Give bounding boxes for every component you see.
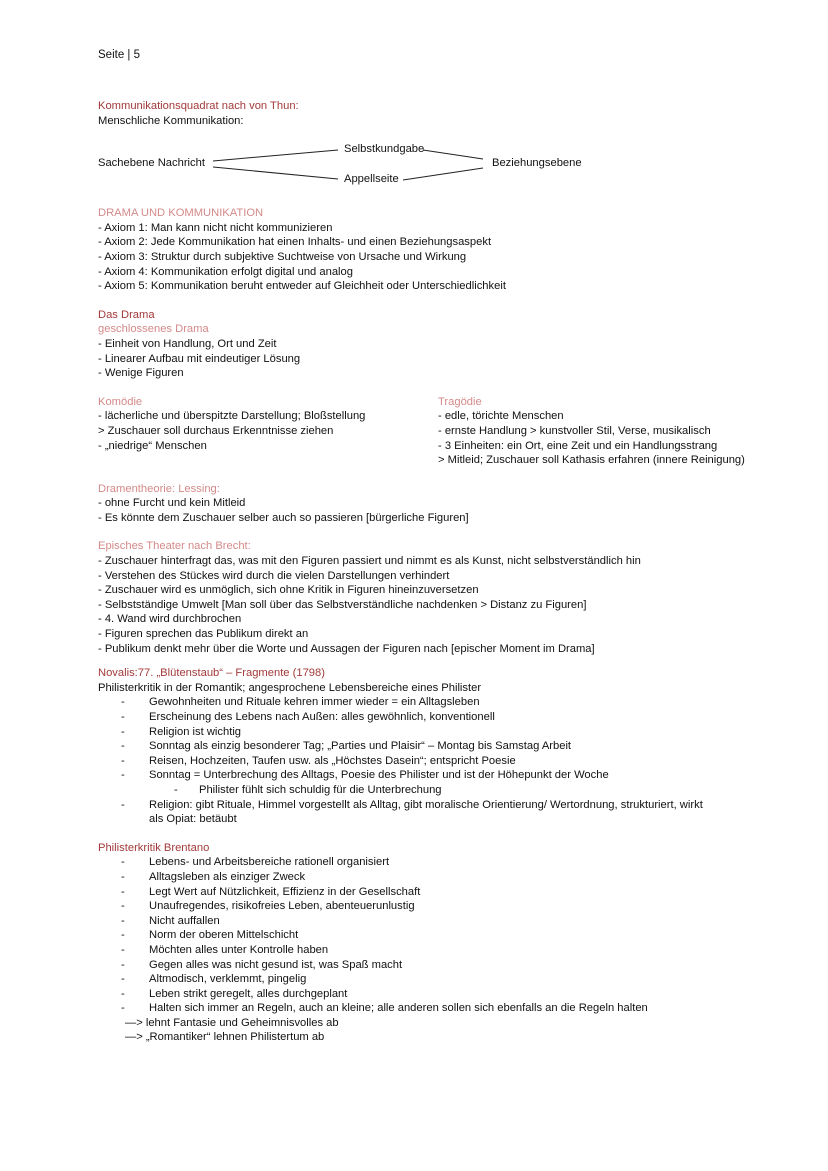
list-item: - Wenige Figuren — [98, 367, 184, 380]
section-subtitle: Menschliche Kommunikation: — [98, 114, 244, 127]
section-title-novalis: Novalis:77. „Blütenstaub“ – Fragmente (1798) — [98, 667, 325, 680]
list-item: - Möchten alles unter Kontrolle haben — [121, 943, 329, 956]
list-item: - Altmodisch, verklemmt, pingelig — [121, 973, 307, 986]
axiom-item: - Axiom 5: Kommunikation beruht entweder auf Gleichheit oder Unterschiedlichkeit — [98, 280, 506, 293]
list-item: - Figuren sprechen das Publikum direkt an — [98, 628, 309, 641]
list-item: - ernste Handlung > kunstvoller Stil, Verse, musikalisch — [438, 424, 711, 437]
list-item: - Zuschauer wird es unmöglich, sich ohne Kritik in Figuren hineinzuversetzen — [98, 584, 479, 597]
section-title-brecht: Episches Theater nach Brecht: — [98, 540, 251, 553]
list-item: - Norm der oberen Mittelschicht — [121, 929, 299, 942]
list-item: - Religion ist wichtig — [121, 725, 242, 738]
list-item: - Reisen, Hochzeiten, Taufen usw. als „Höchstes Dasein“; entspricht Poesie — [121, 754, 516, 767]
novalis-list — [98, 695, 738, 783]
section-subtitle-geschlossenes-drama: geschlossenes Drama — [98, 323, 209, 336]
section-title-kommunikationsquadrat: Kommunikationsquadrat nach von Thun: — [98, 100, 299, 112]
section-title-brentano: Philisterkritik Brentano — [98, 841, 210, 854]
axiom-item: - Axiom 2: Jede Kommunikation hat einen Inhalts- und einen Beziehungsaspekt — [98, 236, 492, 249]
arrow-item: —> lehnt Fantasie und Geheimnisvolles ab — [125, 1016, 339, 1029]
list-item: - Erscheinung des Lebens nach Außen: alles gewöhnlich, konventionell — [121, 711, 495, 723]
list-item: - Einheit von Handlung, Ort und Zeit — [98, 337, 277, 350]
comedy-tragedy-columns — [98, 395, 745, 468]
line-left-top — [213, 150, 338, 161]
list-item: - edle, törichte Menschen — [438, 410, 564, 423]
communication-diagram — [98, 128, 738, 206]
brentano-list — [98, 855, 738, 1016]
document-body — [98, 99, 745, 1045]
list-item: > Mitleid; Zuschauer soll Kathasis erfahren (innere Reinigung) — [438, 454, 745, 467]
list-item: - Halten sich immer an Regeln, auch an kleine; alle anderen sollen sich ebenfalls an die Regeln halten — [121, 1002, 648, 1015]
list-item: - Sonntag als einzig besonderer Tag; „Parties und Plaisir“ – Montag bis Samstag Arbeit — [121, 740, 572, 753]
list-item: - Sonntag = Unterbrechung des Alltags, Poesie des Philister und ist der Höhepunkt der Woche — [121, 769, 609, 782]
list-item: - Zuschauer hinterfragt das, was mit den Figuren passiert und nimmt es als Kunst, nicht selbstverständlich hin — [98, 555, 641, 568]
line-left-bottom — [213, 167, 338, 179]
list-item: > Zuschauer soll durchaus Erkenntnisse ziehen — [98, 424, 334, 437]
list-item: - Gegen alles was nicht gesund ist, was Spaß macht — [121, 958, 403, 971]
section-intro: Philisterkritik in der Romantik; angesprochene Lebensbereiche eines Philister — [98, 681, 482, 694]
list-item: - Selbstständige Umwelt [Man soll über das Selbstverständliche nachdenken > Distanz zu Figuren] — [98, 598, 587, 611]
list-item: - Legt Wert auf Nützlichkeit, Effizienz in der Gesellschaft — [121, 885, 421, 898]
section-title-drama-kommunikation: DRAMA UND KOMMUNIKATION — [98, 207, 264, 220]
novalis-list-end — [98, 798, 738, 827]
section-title-das-drama: Das Drama — [98, 308, 155, 321]
list-item: - Es könnte dem Zuschauer selber auch so passieren [bürgerliche Figuren] — [98, 511, 469, 524]
diagram-label-right: Beziehungsebene — [492, 157, 582, 170]
diagram-label-left: Sachebene Nachricht — [98, 157, 205, 170]
diagram-label-bottom: Appellseite — [344, 173, 399, 186]
list-item: - „niedrige“ Menschen — [98, 439, 207, 452]
list-item: - Linearer Aufbau mit eindeutiger Lösung — [98, 352, 301, 365]
list-item: - Gewohnheiten und Rituale kehren immer wieder = ein Alltagsleben — [121, 696, 480, 709]
list-item: - 4. Wand wird durchbrochen — [98, 613, 242, 626]
line-bottom-right — [403, 168, 483, 180]
list-item: - Leben strikt geregelt, alles durchgeplant — [121, 987, 348, 1000]
novalis-sublist — [98, 783, 738, 798]
line-top-right — [423, 150, 483, 159]
diagram-label-top: Selbstkundgabe — [344, 143, 425, 156]
page-number: Seite | 5 — [98, 49, 140, 61]
section-title-komoedie: Komödie — [98, 395, 143, 408]
section-title-tragoedie: Tragödie — [438, 395, 482, 408]
axiom-item: - Axiom 3: Struktur durch subjektive Suchtweise von Ursache und Wirkung — [98, 250, 467, 263]
list-item: - Verstehen des Stückes wird durch die vielen Darstellungen verhindert — [98, 569, 450, 582]
axiom-item: - Axiom 4: Kommunikation erfolgt digital und analog — [98, 265, 353, 278]
list-item: - ohne Furcht und kein Mitleid — [98, 497, 246, 510]
axiom-item: - Axiom 1: Man kann nicht nicht kommunizieren — [98, 221, 333, 234]
list-item: - Alltagsleben als einziger Zweck — [121, 870, 306, 883]
list-item: - Unaufregendes, risikofreies Leben, abenteuerunlustig — [121, 900, 415, 913]
list-item: - Religion: gibt Rituale, Himmel vorgestellt als Alltag, gibt moralische Orientierung/ Wertordnung, strukturiert, wirkt als Opiat: betäubt — [121, 798, 703, 826]
tragoedie-column — [438, 395, 745, 468]
list-item: - Publikum denkt mehr über die Worte und Aussagen der Figuren nach [epischer Moment im Drama] — [98, 642, 595, 655]
section-title-lessing: Dramentheorie: Lessing: — [98, 482, 220, 495]
komoedie-column — [98, 395, 438, 468]
sub-list-item: - Philister fühlt sich schuldig für die Unterbrechung — [174, 783, 442, 796]
list-item: - 3 Einheiten: ein Ort, eine Zeit und ein Handlungsstrang — [438, 439, 718, 452]
arrow-item: —> „Romantiker“ lehnen Philistertum ab — [125, 1031, 325, 1044]
list-item: - Lebens- und Arbeitsbereiche rationell organisiert — [121, 856, 390, 869]
list-item: - Nicht auffallen — [121, 914, 220, 927]
list-item: - lächerliche und überspitzte Darstellung; Bloßstellung — [98, 410, 366, 423]
